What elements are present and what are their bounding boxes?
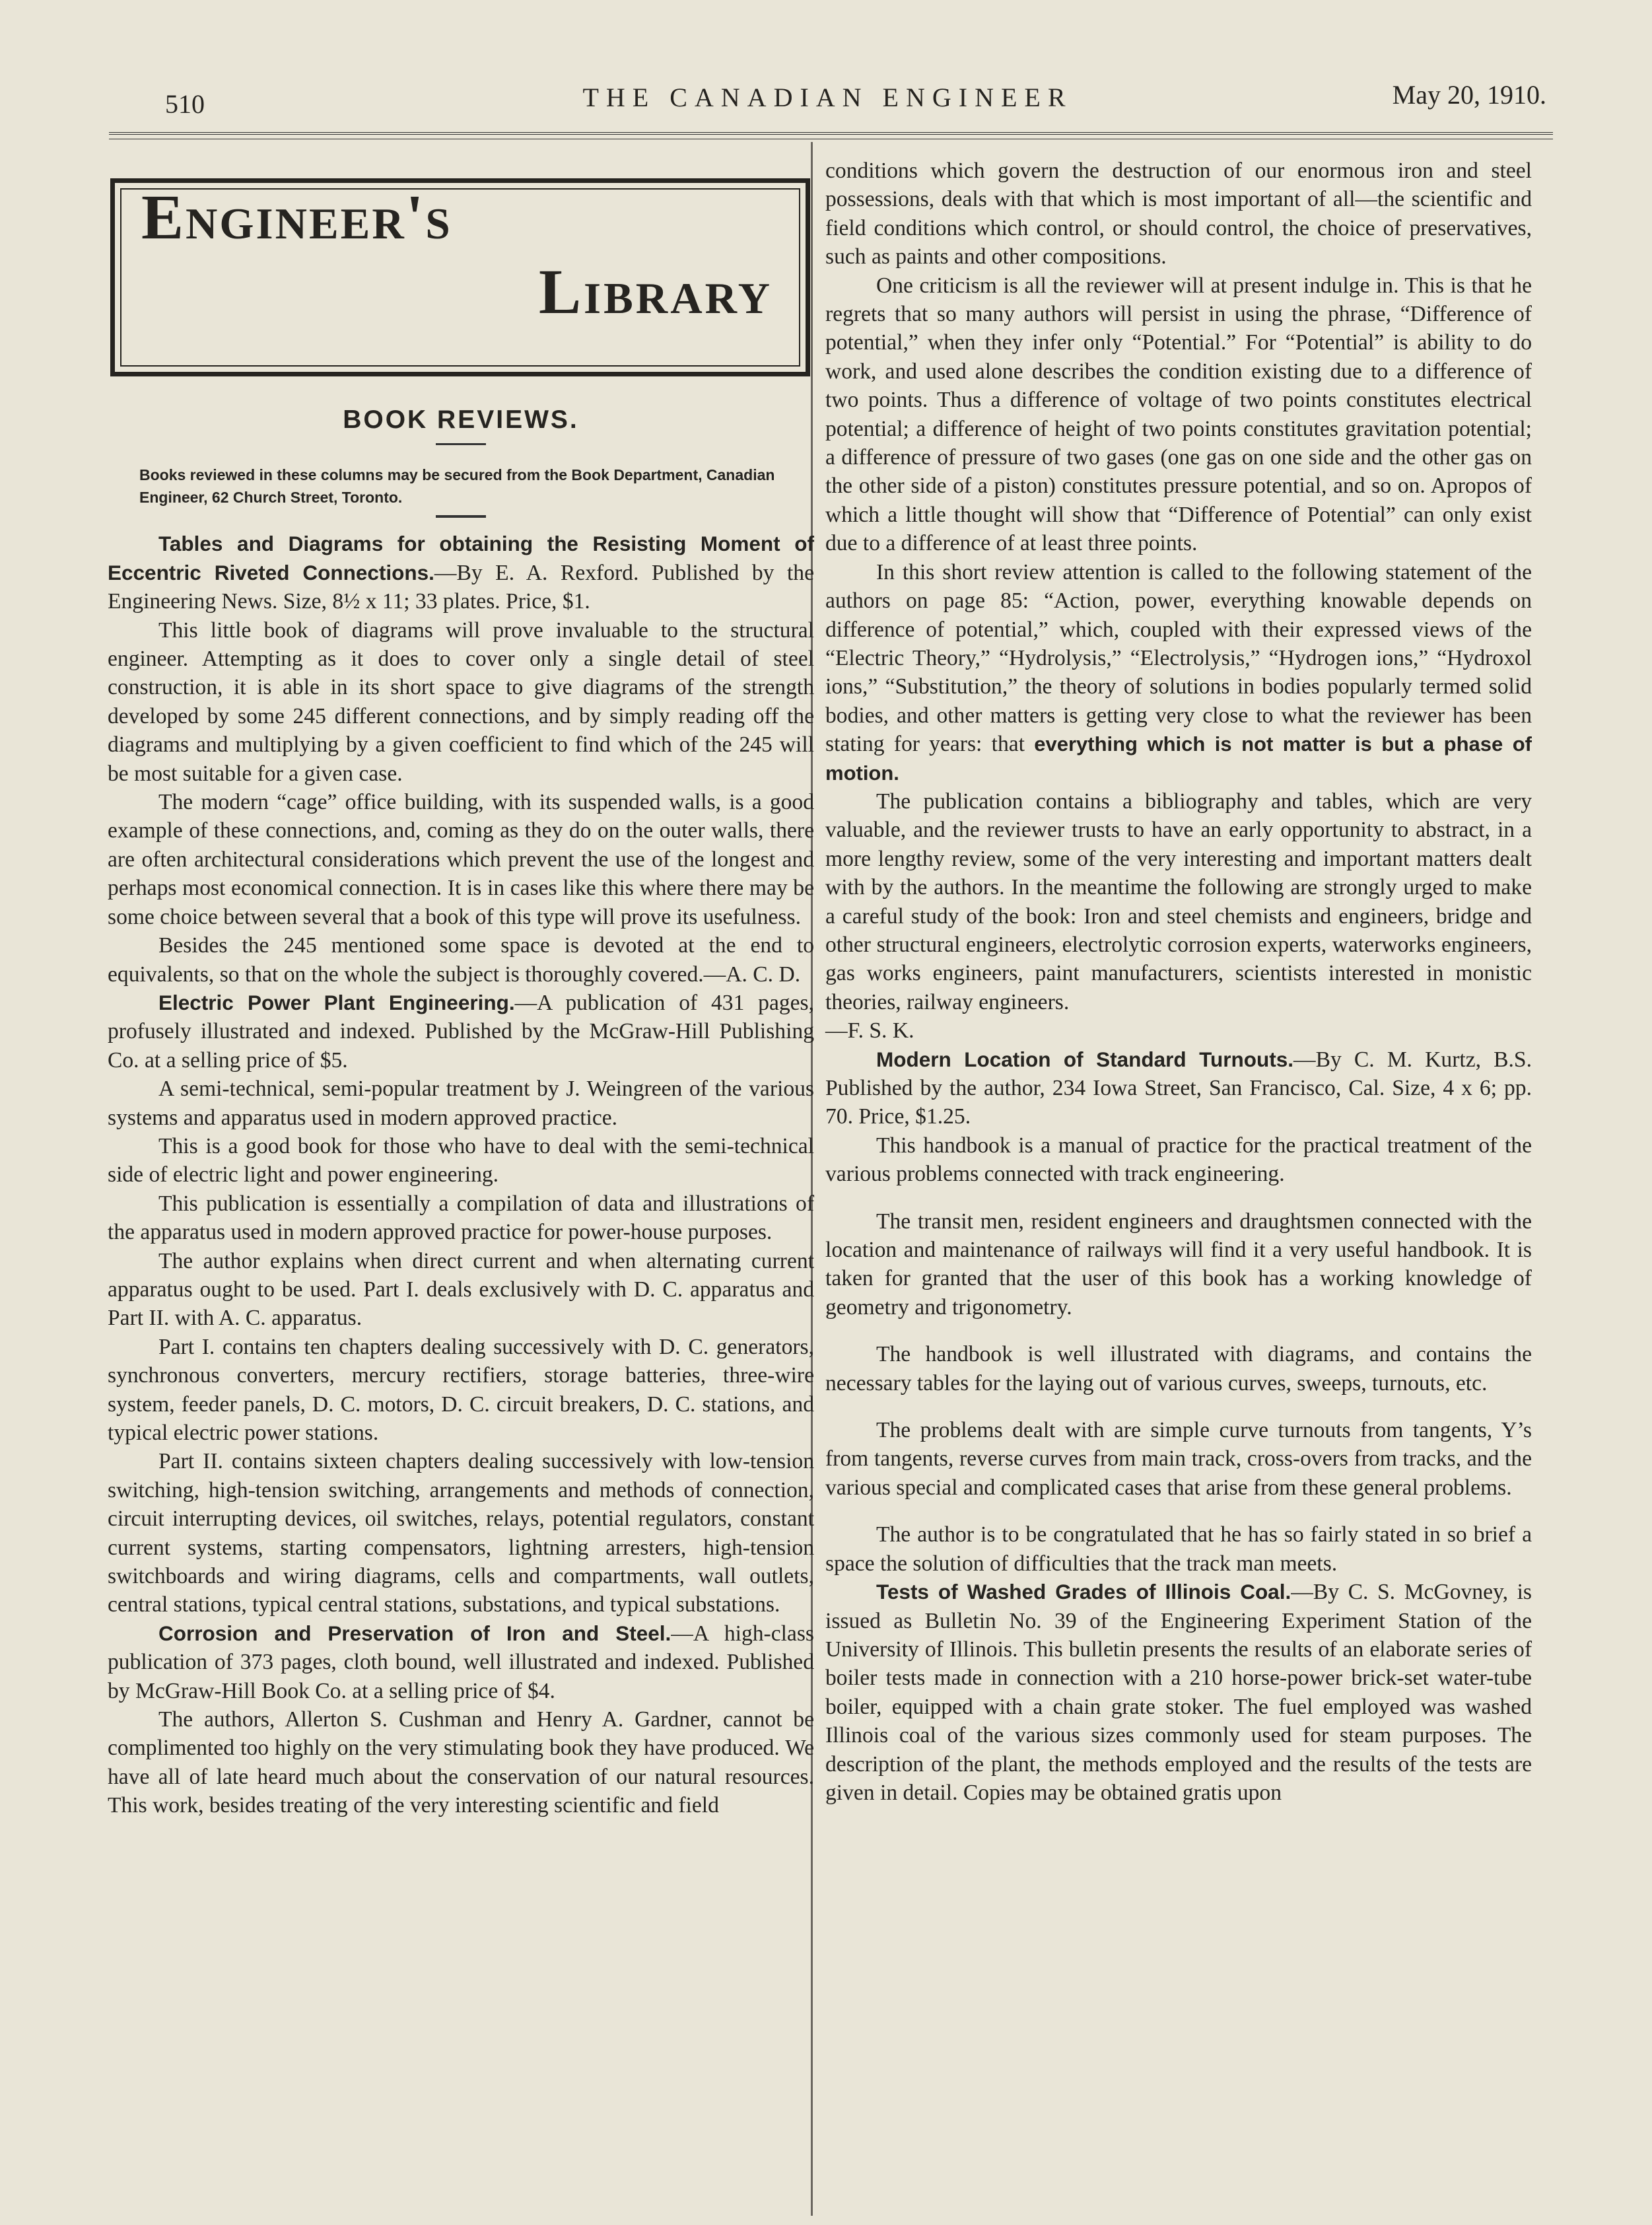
review-paragraph: The author explains when direct current and when alternating current apparatus ought to be used. Part I. deals exclusively with D. C. apparatus and Part II. with A. C. apparatus.	[108, 1248, 814, 1331]
review-publication: —A high-class publication of 373 pages, cloth bound, well illustrated and indexed. Published by McGraw-Hill Book Co. at a selling price of $4.	[108, 1621, 814, 1703]
review-paragraph: The publication contains a bibliography and tables, which are very valuable, and the reviewer trusts to have an early opportunity to abstract, in a more lengthy review, some of the very interesting and important matters dealt with by the authors. In the meantime the following are strongly urged to make a careful study of the book: Iron and steel chemists and engineers, bridge and other structural engineers, electrolytic corrosion experts, waterworks engineers, gas works engineers, paint manufacturers, scientists interested in monistic theories, railway engineers.	[825, 789, 1532, 1014]
review-publication: —By C. S. McGovney, is issued as Bulletin No. 39 of the Engineering Experiment Station of the University of Illinois. This bulletin presents the results of an elaborate series of boiler tests made in connection with a 210 horse-power brick-set water-tube boiler, equipped with a chain grate stoker. The fuel employed was washed Illinois coal of the various sizes commonly used for steam purposes. The description of the plant, the methods employed and the results of the tests are given in detail. Copies may be obtained gratis upon	[825, 1580, 1532, 1805]
section-note: Books reviewed in these columns may be secured from the Book Department, Canadian Engineer, 62 Church Street, Toronto.	[139, 466, 775, 507]
section-title: BOOK REVIEWS.	[343, 406, 579, 434]
library-banner	[110, 178, 810, 376]
review-heading	[108, 530, 814, 616]
review-paragraph: Part II. contains sixteen chapters dealing successively with low-tension switching, high-tension switching, arrangements and methods of connection, circuit interrupting devices, oil switches, relays, potential regulators, constant current systems, starting compensators, lightning arresters, high-tension switchboards and wiring diagrams, cells and compartments, wall outlets, central stations, typical central stations, substations, and typical substations.	[108, 1449, 814, 1617]
review-signature: —F. S. K.	[825, 1018, 914, 1043]
review-paragraph: The transit men, resident engineers and draughtsmen connected with the location and maintenance of railways will find it a very useful handbook. It is taken for granted that the user of this book has a working knowledge of geometry and trigonometry.	[825, 1209, 1532, 1320]
review-text: In this short review attention is called to the following statement of the authors on page 85: “Action, power, everything knowable depends on difference of potential,” which, coupled with their expressed views of the “Electric Theory,” “Hydrolysis,” “Electrolysis,” “Hydrogen ions,” “Hydroxol ions,” “Substitution,” the theory of solutions in bodies popularly termed solid bodies, and other matters is getting very close to what the reviewer has been stating for years: that	[825, 559, 1532, 757]
journal-title: THE CANADIAN ENGINEER	[582, 83, 1073, 112]
left-column	[108, 170, 814, 1820]
emphasized-statement: everything which is not matter is but a phase of motion.	[825, 732, 1532, 785]
page-number: 510	[165, 89, 205, 119]
review-paragraph: This handbook is a manual of practice for the practical treatment of the various problems connected with track engineering.	[825, 1133, 1532, 1187]
review-paragraph: This publication is essentially a compilation of data and illustrations of the apparatus used in modern approved practice for power-house purposes.	[108, 1191, 814, 1245]
review-title: Corrosion and Preservation of Iron and Steel.	[158, 1621, 671, 1645]
banner-line-2: Library	[539, 256, 773, 327]
review-paragraph: This is a good book for those who have to deal with the semi-technical side of electric light and power engineering.	[108, 1133, 814, 1187]
review-title: Tables and Diagrams for obtaining the Resisting Moment of Eccentric Riveted Connections.	[108, 532, 814, 584]
right-column	[825, 157, 1532, 1807]
review-publication: —By C. M. Kurtz, B.S. Published by the author, 234 Iowa Street, San Francisco, Cal. Size, 4 x 6; pp. 70. Price, $1.25.	[825, 1047, 1532, 1129]
review-publication: —By E. A. Rexford. Published by the Engineering News. Size, 8½ x 11; 33 plates. Price, $1.	[108, 560, 814, 614]
review-paragraph: Part I. contains ten chapters dealing successively with D. C. generators, synchronous converters, mercury rectifiers, storage batteries, three-wire system, feeder panels, D. C. motors, D. C. circuit breakers, D. C. stations, and typical electric power stations.	[108, 1334, 814, 1445]
review-paragraph: This little book of diagrams will prove invaluable to the structural engineer. Attempting as it does to cover only a single detail of steel construction, it is able in its short space to give diagrams of the strength developed by some 245 different connections, and by simply reading off the diagrams and multiplying by a given coefficient to find which of the 245 will be most suitable for a given case.	[108, 618, 814, 786]
review-paragraph: The modern “cage” office building, with its suspended walls, is a good example of these connections, and, coming as they do on the outer walls, there are often architectural considerations which prevent the use of the longest and perhaps most economical connection. It is in cases like this where there may be some choice between several that a book of this type will prove its usefulness.	[108, 790, 814, 929]
review-title: Modern Location of Standard Turnouts.	[876, 1047, 1294, 1071]
review-paragraph: The author is to be congratulated that he has so fairly stated in so brief a space the solution of difficulties that the track man meets.	[825, 1522, 1532, 1576]
review-paragraph: A semi-technical, semi-popular treatment by J. Weingreen of the various systems and apparatus used in modern approved practice.	[108, 1077, 814, 1130]
review-heading	[108, 989, 814, 1075]
review-title: Tests of Washed Grades of Illinois Coal.	[876, 1580, 1291, 1604]
note-rule	[436, 515, 486, 518]
review-heading	[825, 1045, 1532, 1131]
review-paragraph: Besides the 245 mentioned some space is devoted at the end to equivalents, so that on the whole the subject is thoroughly covered.—A. C. D.	[108, 933, 814, 987]
review-paragraph: One criticism is all the reviewer will at present indulge in. This is that he regrets that so many authors will persist in using the phrase, “Difference of potential,” when they infer only “Potential.” For “Potential” is ability to do work, and used alone describes the condition existing due to a difference of two points. Thus a difference of voltage of two points constitutes electrical potential; a difference of height of two points constitutes gravitation potential; a difference of pressure of two gases (one gas on one side and the other gas on the other side of a piston) constitutes pressure potential, and so on. Apropos of which a little thought will show that “Difference of Potential” can only exist due to a difference of at least three points.	[825, 273, 1532, 556]
review-heading	[825, 1578, 1532, 1807]
title-rule	[436, 443, 486, 445]
review-paragraph: The authors, Allerton S. Cushman and Henry A. Gardner, cannot be complimented too highly on the very stimulating book they have produced. We have all of late heard much about the conservation of our natural resources. This work, besides treating of the very interesting scientific and field	[108, 1707, 814, 1818]
header-rule	[109, 132, 1553, 139]
review-heading	[108, 1619, 814, 1705]
banner-line-1: Engineer's	[141, 182, 452, 252]
review-paragraph: The problems dealt with are simple curve turnouts from tangents, Y’s from tangents, reverse curves from main track, cross-overs from tracks, and the various special and complicated cases that arise from these general problems.	[825, 1418, 1532, 1500]
review-paragraph: The handbook is well illustrated with diagrams, and contains the necessary tables for the laying out of various curves, sweeps, turnouts, etc.	[825, 1342, 1532, 1395]
issue-date: May 20, 1910.	[1392, 80, 1546, 110]
review-publication: —A publication of 431 pages, profusely illustrated and indexed. Published by the McGraw-Hill Publishing Co. at a selling price of $5.	[108, 990, 814, 1073]
review-paragraph-continued: conditions which govern the destruction of our enormous iron and steel possessions, deals with that which is most important of all—the scientific and field conditions which control, or should control, the choice of preservatives, such as paints and other compositions.	[825, 159, 1532, 269]
review-paragraph	[825, 558, 1532, 787]
running-head	[109, 78, 1546, 118]
review-title: Electric Power Plant Engineering.	[158, 990, 515, 1014]
